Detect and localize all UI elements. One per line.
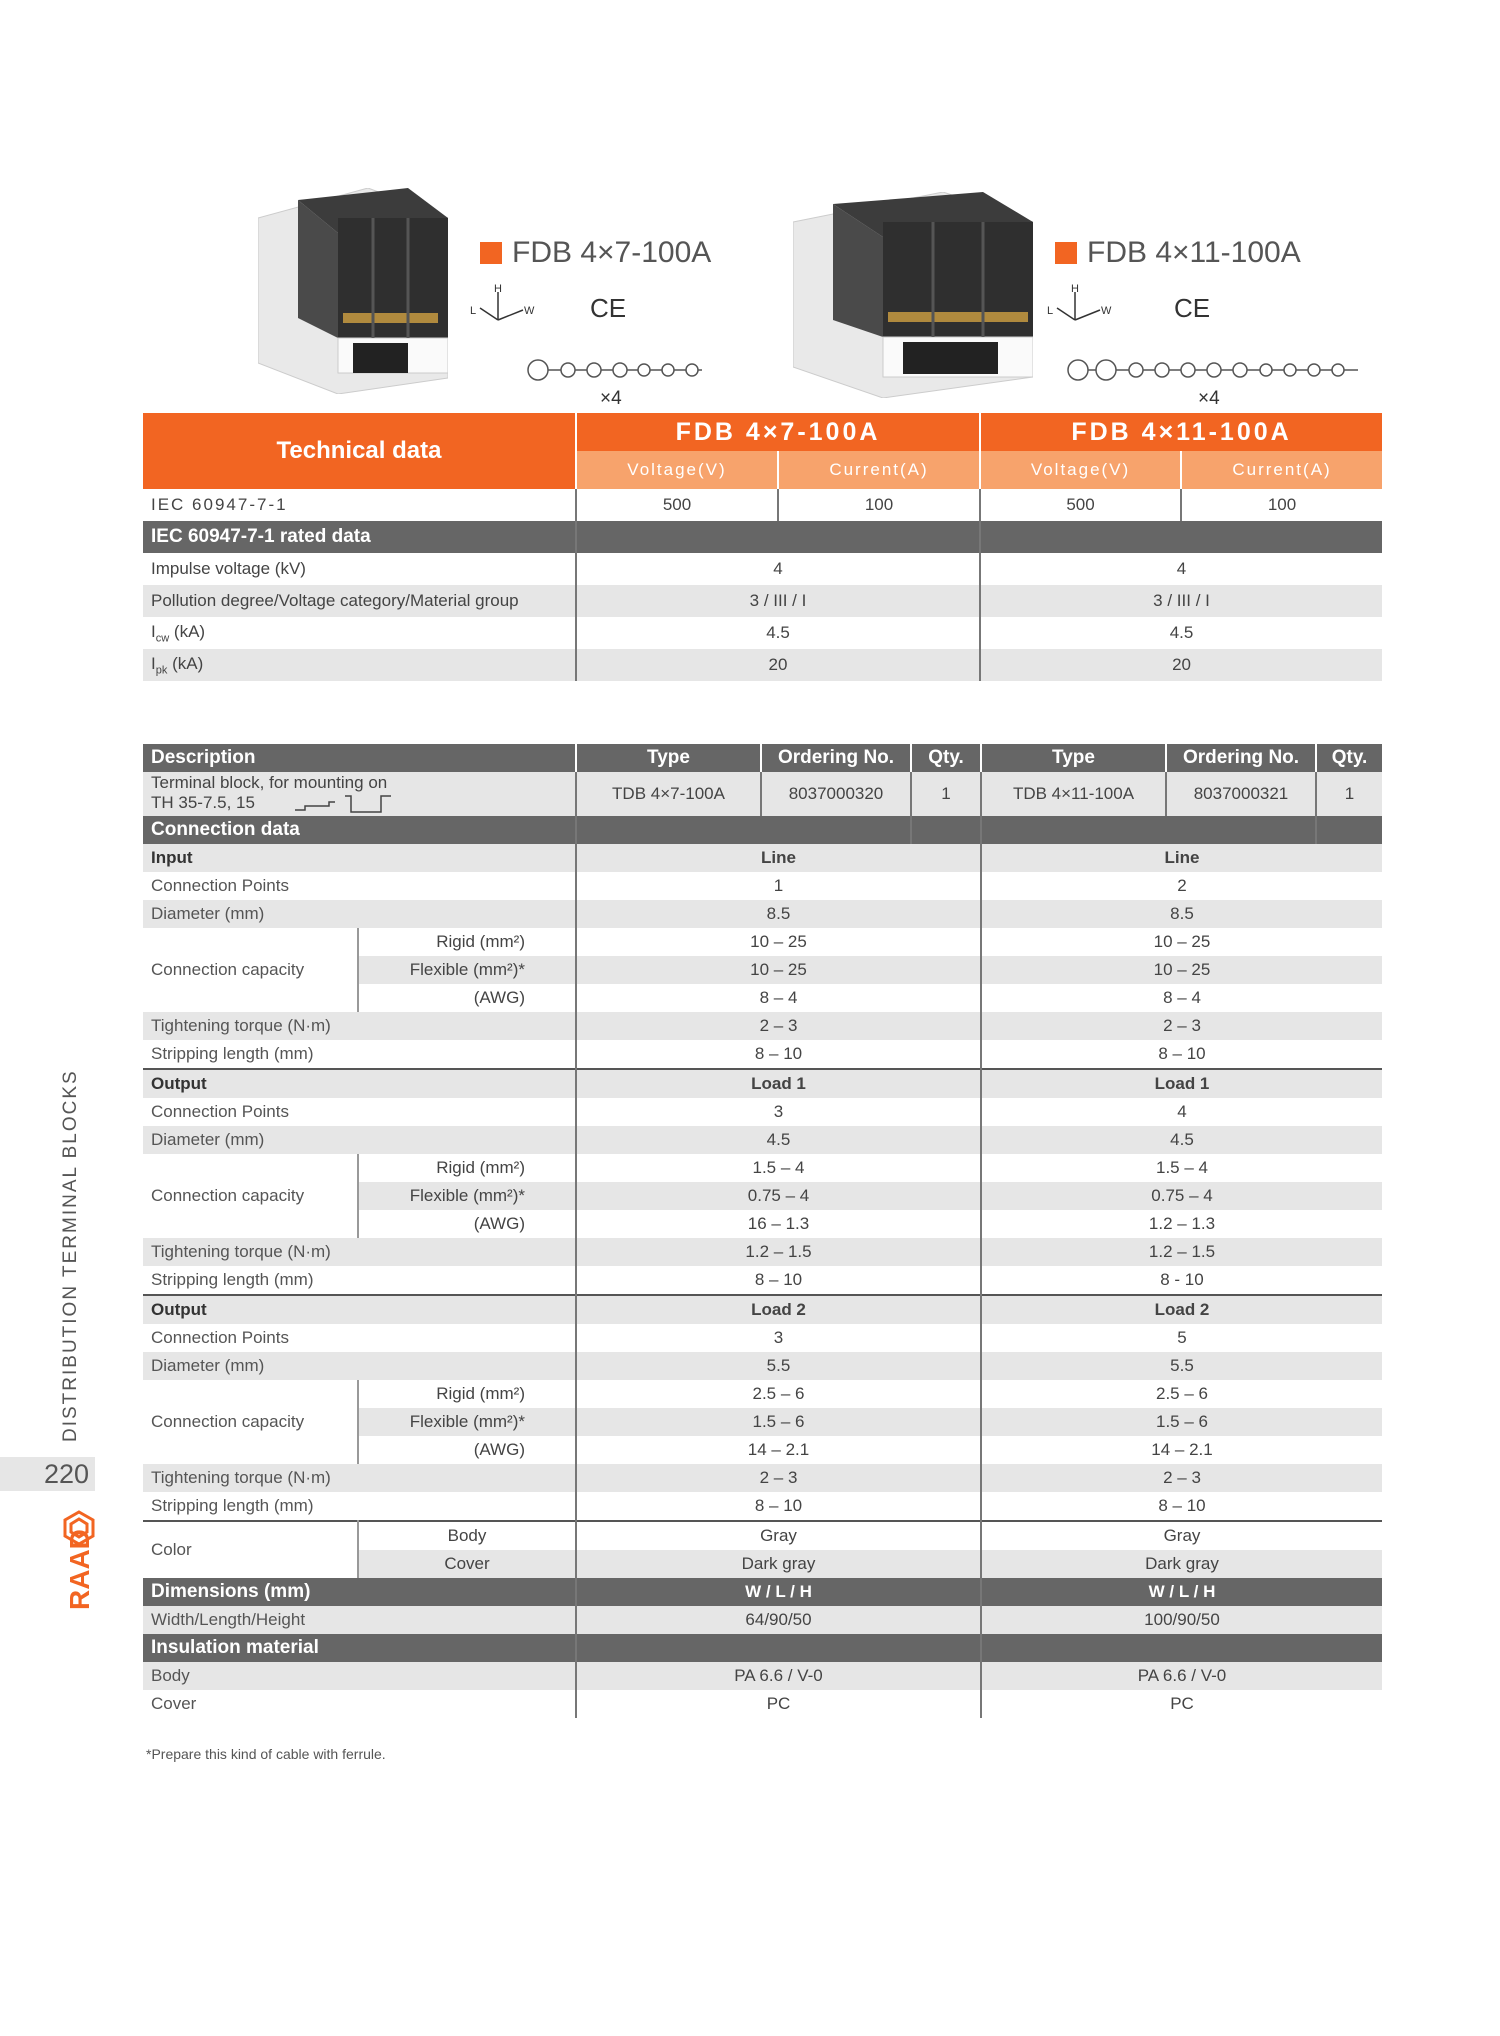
orange-square-icon [480, 242, 502, 264]
table-row: Diameter (mm) 5.5 5.5 [143, 1352, 1382, 1380]
table-row: Stripping length (mm) 8 – 10 8 - 10 [143, 1266, 1382, 1295]
voltage-header: Voltage(V) [576, 451, 778, 489]
section-header: Dimensions (mm) W / L / H W / L / H [143, 1578, 1382, 1606]
table-row: Output Load 1 Load 1 [143, 1069, 1382, 1098]
product-2-image [793, 192, 1033, 398]
table-row: Diameter (mm) 4.5 4.5 [143, 1126, 1382, 1154]
table-row: Pollution degree/Voltage category/Material group 3 / III / I 3 / III / I [143, 585, 1382, 617]
raad-logo [62, 1510, 96, 1614]
svg-text:RAAD: RAAD [64, 1529, 95, 1610]
ce-mark: CE [1174, 293, 1211, 323]
ce-mark: CE [590, 293, 627, 323]
ordering-data-table [143, 744, 1382, 1718]
table-row: Width/Length/Height 64/90/50 100/90/50 [143, 1606, 1382, 1634]
table-row: Diameter (mm) 8.5 8.5 [143, 900, 1382, 928]
svg-text:H: H [1071, 283, 1079, 295]
table-row: Output Load 2 Load 2 [143, 1295, 1382, 1324]
table-row: $I_{cw}$ (kA) 4.5 4.5 [143, 617, 1382, 649]
table-row: Tightening torque (N·m) 2 – 3 2 – 3 [143, 1012, 1382, 1040]
table-row: Flexible (mm²)* 0.75 – 4 0.75 – 4 [143, 1182, 1382, 1210]
table-row: Connection capacity Rigid (mm²) 2.5 – 6 2.5 – 6 [143, 1380, 1382, 1408]
table-row: Connection Points 1 2 [143, 872, 1382, 900]
table-row: $I_{pk}$ (kA) 20 20 [143, 649, 1382, 681]
svg-text:W: W [1101, 305, 1112, 317]
din-rail-icon [295, 792, 405, 814]
orange-square-icon [1055, 242, 1077, 264]
svg-text:L: L [470, 305, 477, 317]
table-row: Connection Points 3 5 [143, 1324, 1382, 1352]
svg-text:H: H [494, 283, 502, 295]
table-row: Connection capacity Rigid (mm²) 10 – 25 10 – 25 [143, 928, 1382, 956]
rated-data-header: IEC 60947-7-1 rated data [143, 521, 576, 553]
technical-data-header: Technical data [143, 413, 576, 489]
section-header: Connection data [143, 816, 1382, 844]
table-row: Impulse voltage (kV) 4 4 [143, 553, 1382, 585]
svg-text:L: L [1047, 305, 1054, 317]
table-row: Connection capacity Rigid (mm²) 1.5 – 4 1.5 – 4 [143, 1154, 1382, 1182]
technical-data-table [143, 413, 1382, 681]
page-number: 220 [0, 1457, 95, 1491]
table-row: IEC 60947-7-1 500 100 500 100 [143, 489, 1382, 521]
product-1-image [258, 188, 448, 394]
table-row: Tightening torque (N·m) 2 – 3 2 – 3 [143, 1464, 1382, 1492]
section-header: Insulation material [143, 1634, 1382, 1662]
svg-text:W: W [524, 305, 535, 317]
table-row: Cover PC PC [143, 1690, 1382, 1718]
footnote: *Prepare this kind of cable with ferrule. [146, 1746, 386, 1762]
multiplier-label: ×4 [1198, 388, 1220, 409]
table-row: Input Line Line [143, 844, 1382, 872]
col1-title: FDB 4×7-100A [576, 413, 980, 451]
table-header: Description Type Ordering No. Qty. Type Ordering No. Qty. [143, 744, 1382, 772]
table-row: Tightening torque (N·m) 1.2 – 1.5 1.2 – 1.5 [143, 1238, 1382, 1266]
current-header: Current(A) [778, 451, 980, 489]
table-row: Body PA 6.6 / V-0 PA 6.6 / V-0 [143, 1662, 1382, 1690]
dimension-axes-icon [1045, 280, 1115, 340]
side-section-title: DISTRIBUTION TERMINAL BLOCKS [60, 1069, 81, 1442]
table-row: Stripping length (mm) 8 – 10 8 – 10 [143, 1040, 1382, 1069]
table-row: (AWG) 16 – 1.3 1.2 – 1.3 [143, 1210, 1382, 1238]
table-row: Flexible (mm²)* 1.5 – 6 1.5 – 6 [143, 1408, 1382, 1436]
table-row: Cover Dark gray Dark gray [143, 1550, 1382, 1578]
table-row: Terminal block, for mounting on TH 35-7.5, 15 TDB 4×7-100A 8037000320 1 TDB 4×11-100A 8037000321 1 [143, 772, 1382, 816]
col2-title: FDB 4×11-100A [980, 413, 1382, 451]
table-row [143, 521, 1382, 553]
voltage-header: Voltage(V) [980, 451, 1181, 489]
product-2-title: FDB 4×11-100A [1055, 236, 1301, 270]
terminal-chain-icon [526, 358, 706, 382]
multiplier-label: ×4 [600, 388, 622, 409]
terminal-chain-icon [1066, 358, 1362, 382]
table-row: (AWG) 14 – 2.1 14 – 2.1 [143, 1436, 1382, 1464]
table-row: Connection Points 3 4 [143, 1098, 1382, 1126]
product-1-title: FDB 4×7-100A [480, 236, 711, 270]
table-row: (AWG) 8 – 4 8 – 4 [143, 984, 1382, 1012]
table-row: Flexible (mm²)* 10 – 25 10 – 25 [143, 956, 1382, 984]
dimension-axes-icon [468, 280, 538, 340]
current-header: Current(A) [1181, 451, 1382, 489]
table-row: Color Body Gray Gray [143, 1521, 1382, 1550]
table-row: Stripping length (mm) 8 – 10 8 – 10 [143, 1492, 1382, 1521]
